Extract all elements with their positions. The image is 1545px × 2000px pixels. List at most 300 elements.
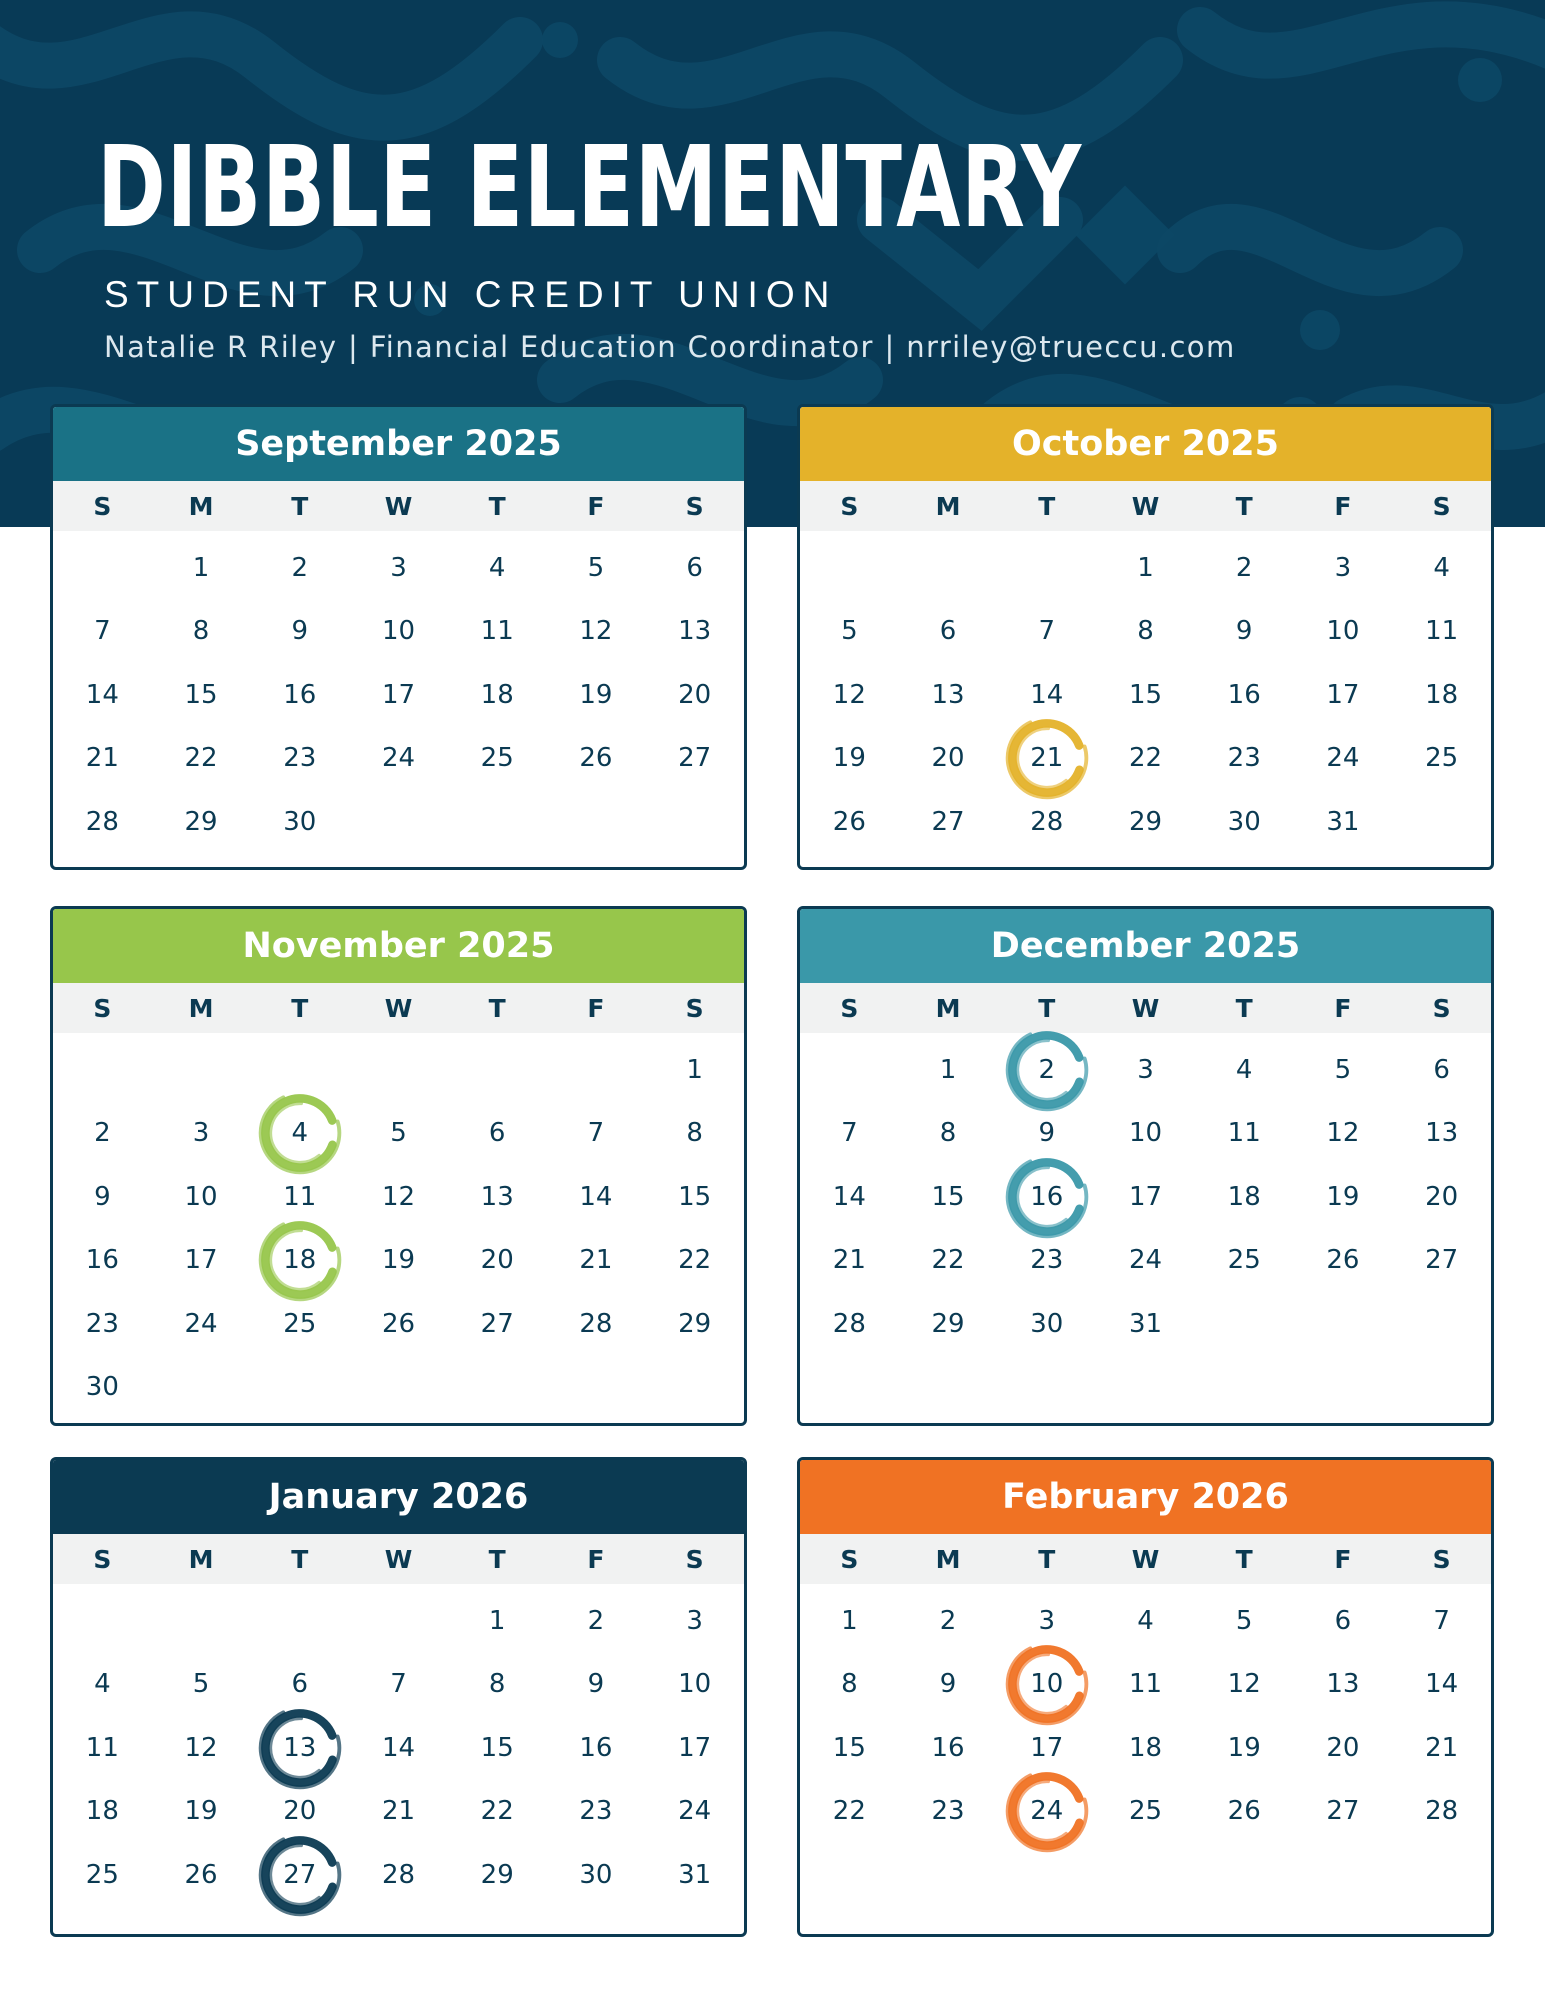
day-cell [349, 1653, 448, 1717]
day-cell [800, 1102, 899, 1166]
day-cell-highlighted [997, 1165, 1096, 1229]
day-number: 24 [678, 1796, 712, 1827]
day-cell [152, 1292, 251, 1356]
day-number: 5 [587, 552, 605, 583]
day-number: 20 [1425, 1181, 1459, 1212]
day-cell [1294, 600, 1393, 664]
day-number: 25 [85, 1859, 119, 1890]
day-number: 26 [184, 1859, 218, 1890]
day-number: 24 [1128, 1245, 1163, 1276]
day-cell [1195, 600, 1294, 664]
days-grid [800, 531, 1491, 854]
day-number: 12 [832, 679, 866, 710]
day-cell [349, 1165, 448, 1229]
day-cell [800, 1229, 899, 1293]
weekday-label: W [384, 993, 413, 1023]
day-cell [1392, 1165, 1491, 1229]
day-cell [1392, 1589, 1491, 1653]
day-cell [1096, 1165, 1195, 1229]
day-number: 27 [678, 743, 712, 774]
weekday-label: S [93, 1544, 112, 1574]
day-number: 14 [381, 1732, 416, 1763]
day-number: 30 [283, 806, 317, 837]
day-cell [1195, 1653, 1294, 1717]
weekday-label: T [1235, 491, 1253, 521]
day-number: 21 [1425, 1732, 1459, 1763]
day-cell [899, 663, 998, 727]
day-cell [800, 1589, 899, 1653]
day-number: 16 [1227, 679, 1261, 710]
day-cell [349, 1292, 448, 1356]
day-number: 14 [579, 1181, 613, 1212]
day-cell [1096, 663, 1195, 727]
day-cell [1294, 727, 1393, 791]
day-number: 1 [1137, 552, 1154, 583]
day-number: 16 [283, 679, 317, 710]
day-number: 21 [832, 1245, 866, 1276]
day-number: 24 [381, 743, 416, 774]
day-number: 26 [1227, 1796, 1261, 1827]
day-cell [645, 1038, 744, 1102]
day-number: 10 [1030, 1669, 1064, 1700]
day-number: 4 [1433, 552, 1450, 583]
empty-day-cell [800, 536, 899, 600]
day-number: 16 [85, 1245, 119, 1276]
day-cell [800, 727, 899, 791]
day-cell [448, 1589, 547, 1653]
day-cell [547, 1843, 646, 1907]
day-number: 9 [94, 1181, 111, 1212]
day-cell [899, 1102, 998, 1166]
day-cell [899, 1165, 998, 1229]
day-cell [250, 1653, 349, 1717]
day-number: 9 [587, 1669, 605, 1700]
day-number: 14 [1425, 1669, 1459, 1700]
day-number: 24 [1030, 1796, 1064, 1827]
day-number: 10 [678, 1669, 712, 1700]
day-cell [53, 1229, 152, 1293]
day-number: 23 [931, 1796, 965, 1827]
day-cell [547, 1292, 646, 1356]
days-grid [800, 1033, 1491, 1356]
day-cell [250, 1165, 349, 1229]
day-number: 2 [1038, 1054, 1056, 1085]
empty-day-cell [448, 1038, 547, 1102]
empty-day-cell [547, 1038, 646, 1102]
day-number: 3 [1038, 1605, 1056, 1636]
calendar-february-2026 [797, 1457, 1494, 1937]
weekday-label: T [488, 1544, 506, 1574]
day-cell-highlighted [250, 1843, 349, 1907]
day-cell [1096, 536, 1195, 600]
day-cell [1195, 1102, 1294, 1166]
day-number: 14 [832, 1181, 866, 1212]
day-cell [899, 1292, 998, 1356]
day-cell [1392, 1716, 1491, 1780]
page-title: DIBBLE ELEMENTARY [97, 123, 1082, 253]
days-grid [53, 531, 744, 854]
day-cell [1096, 1229, 1195, 1293]
day-cell [349, 1843, 448, 1907]
day-cell [448, 536, 547, 600]
day-number: 12 [1326, 1118, 1360, 1149]
day-cell [250, 1780, 349, 1844]
weekday-label: M [188, 1544, 214, 1574]
day-cell-highlighted [997, 1653, 1096, 1717]
day-number: 1 [841, 1605, 858, 1636]
day-number: 27 [1425, 1245, 1459, 1276]
day-cell [1195, 663, 1294, 727]
day-cell [53, 1843, 152, 1907]
day-cell [899, 727, 998, 791]
day-cell [1392, 727, 1491, 791]
day-cell [152, 1843, 251, 1907]
weekday-label: T [1038, 993, 1056, 1023]
calendar-title: September 2025 [53, 407, 744, 481]
day-cell [645, 727, 744, 791]
day-number: 8 [1137, 616, 1154, 647]
weekday-label: T [291, 993, 309, 1023]
day-cell [53, 727, 152, 791]
day-cell [547, 1716, 646, 1780]
day-cell [645, 663, 744, 727]
day-number: 7 [1433, 1605, 1450, 1636]
day-number: 28 [832, 1308, 866, 1339]
day-cell [349, 1229, 448, 1293]
day-number: 3 [1137, 1054, 1154, 1085]
day-cell [1096, 727, 1195, 791]
day-number: 19 [1227, 1732, 1261, 1763]
weekday-label: T [291, 1544, 309, 1574]
day-number: 13 [1425, 1118, 1459, 1149]
weekday-label: W [384, 491, 413, 521]
day-cell [1195, 1589, 1294, 1653]
day-cell [547, 1229, 646, 1293]
day-number: 9 [291, 616, 309, 647]
weekday-label: T [1235, 993, 1253, 1023]
day-cell [448, 1165, 547, 1229]
day-number: 9 [1038, 1118, 1056, 1149]
day-number: 30 [1030, 1308, 1064, 1339]
calendar-title: October 2025 [800, 407, 1491, 481]
day-number: 11 [85, 1732, 119, 1763]
weekday-label: T [1235, 1544, 1253, 1574]
weekday-label: S [93, 993, 112, 1023]
weekday-label: F [587, 1544, 605, 1574]
day-cell [250, 600, 349, 664]
day-cell [645, 1229, 744, 1293]
empty-day-cell [250, 1589, 349, 1653]
day-number: 16 [1030, 1181, 1064, 1212]
day-number: 7 [841, 1118, 858, 1149]
day-number: 28 [579, 1308, 613, 1339]
day-number: 28 [1030, 806, 1064, 837]
day-number: 7 [390, 1669, 407, 1700]
weekday-label: F [587, 491, 605, 521]
day-cell [1294, 1780, 1393, 1844]
day-number: 22 [184, 743, 218, 774]
day-cell [1096, 1716, 1195, 1780]
day-number: 19 [381, 1245, 416, 1276]
day-cell [800, 1292, 899, 1356]
day-cell [547, 1165, 646, 1229]
day-cell [349, 536, 448, 600]
weekday-label: S [685, 491, 704, 521]
day-cell [645, 536, 744, 600]
day-cell [53, 1356, 152, 1420]
day-number: 4 [488, 552, 506, 583]
day-cell [1096, 1102, 1195, 1166]
day-number: 25 [480, 743, 514, 774]
day-number: 2 [291, 552, 309, 583]
day-number: 6 [291, 1669, 309, 1700]
day-number: 18 [1227, 1181, 1261, 1212]
weekday-label: S [1432, 1544, 1451, 1574]
empty-day-cell [997, 536, 1096, 600]
day-cell [547, 663, 646, 727]
day-cell [250, 1292, 349, 1356]
day-number: 18 [283, 1245, 317, 1276]
weekday-label: S [685, 993, 704, 1023]
day-cell [800, 1653, 899, 1717]
day-number: 30 [85, 1372, 119, 1403]
day-number: 22 [832, 1796, 866, 1827]
day-number: 1 [686, 1054, 703, 1085]
day-cell [152, 663, 251, 727]
day-cell [1392, 1653, 1491, 1717]
day-number: 17 [678, 1732, 712, 1763]
day-cell [448, 1843, 547, 1907]
day-number: 6 [488, 1118, 506, 1149]
day-cell [899, 1716, 998, 1780]
weekday-row [800, 481, 1491, 531]
day-cell [349, 663, 448, 727]
day-number: 23 [1227, 743, 1261, 774]
calendar-october-2025 [797, 404, 1494, 870]
days-grid [53, 1033, 744, 1419]
day-cell [152, 1229, 251, 1293]
day-cell [1195, 1229, 1294, 1293]
day-cell [997, 1292, 1096, 1356]
day-number: 18 [85, 1796, 119, 1827]
day-number: 3 [192, 1118, 210, 1149]
day-cell [152, 1716, 251, 1780]
day-cell [997, 790, 1096, 854]
day-number: 2 [94, 1118, 111, 1149]
day-number: 6 [939, 616, 957, 647]
weekday-row [53, 1534, 744, 1584]
day-cell [1294, 1165, 1393, 1229]
day-cell [448, 1653, 547, 1717]
day-number: 4 [1137, 1605, 1154, 1636]
days-grid [800, 1584, 1491, 1843]
day-cell [349, 600, 448, 664]
day-number: 4 [291, 1118, 309, 1149]
weekday-label: S [93, 491, 112, 521]
day-cell [250, 727, 349, 791]
day-number: 20 [480, 1245, 514, 1276]
day-number: 6 [1334, 1605, 1352, 1636]
day-number: 20 [931, 743, 965, 774]
day-cell [547, 600, 646, 664]
day-cell [448, 1780, 547, 1844]
day-cell [152, 1102, 251, 1166]
day-cell [800, 600, 899, 664]
day-number: 15 [480, 1732, 514, 1763]
day-cell-highlighted [250, 1716, 349, 1780]
day-number: 12 [1227, 1669, 1261, 1700]
day-number: 9 [1235, 616, 1253, 647]
day-number: 16 [579, 1732, 613, 1763]
day-cell [1294, 1653, 1393, 1717]
day-cell [1195, 536, 1294, 600]
weekday-label: W [1131, 491, 1160, 521]
day-number: 13 [283, 1732, 317, 1763]
calendar-title: November 2025 [53, 909, 744, 983]
day-number: 7 [94, 616, 111, 647]
day-number: 15 [184, 679, 218, 710]
day-cell [448, 727, 547, 791]
weekday-label: M [935, 1544, 961, 1574]
day-number: 13 [480, 1181, 514, 1212]
day-cell [448, 663, 547, 727]
day-cell [53, 1292, 152, 1356]
day-cell [1392, 1780, 1491, 1844]
day-number: 10 [381, 616, 416, 647]
day-cell [152, 1653, 251, 1717]
day-cell [1096, 600, 1195, 664]
day-cell [1294, 1589, 1393, 1653]
weekday-label: S [1432, 491, 1451, 521]
day-number: 29 [1128, 806, 1163, 837]
day-number: 17 [381, 679, 416, 710]
day-number: 2 [587, 1605, 605, 1636]
weekday-label: M [935, 993, 961, 1023]
empty-day-cell [250, 1038, 349, 1102]
day-number: 29 [184, 806, 218, 837]
day-number: 27 [480, 1308, 514, 1339]
weekday-label: M [935, 491, 961, 521]
day-number: 4 [94, 1669, 111, 1700]
day-cell [997, 600, 1096, 664]
day-number: 23 [1030, 1245, 1064, 1276]
day-cell [53, 1165, 152, 1229]
empty-day-cell [349, 1038, 448, 1102]
day-number: 27 [283, 1859, 317, 1890]
weekday-row [53, 481, 744, 531]
day-number: 24 [184, 1308, 218, 1339]
day-cell [1392, 536, 1491, 600]
day-cell [1096, 1780, 1195, 1844]
day-cell [349, 1780, 448, 1844]
day-number: 10 [1128, 1118, 1163, 1149]
day-number: 21 [579, 1245, 613, 1276]
day-cell [645, 1653, 744, 1717]
day-cell [349, 1102, 448, 1166]
day-cell [997, 1229, 1096, 1293]
day-cell [1294, 1038, 1393, 1102]
day-number: 17 [1326, 679, 1360, 710]
day-cell [1294, 1102, 1393, 1166]
day-cell [899, 1780, 998, 1844]
day-number: 22 [1128, 743, 1163, 774]
day-number: 20 [283, 1796, 317, 1827]
empty-day-cell [53, 536, 152, 600]
day-number: 23 [579, 1796, 613, 1827]
weekday-label: F [1334, 491, 1352, 521]
day-cell [152, 1165, 251, 1229]
days-grid [53, 1584, 744, 1907]
day-number: 27 [931, 806, 965, 837]
calendar-september-2025 [50, 404, 747, 870]
day-cell [53, 663, 152, 727]
empty-day-cell [53, 1589, 152, 1653]
weekday-label: W [1131, 1544, 1160, 1574]
day-number: 30 [579, 1859, 613, 1890]
weekday-label: W [1131, 993, 1160, 1023]
day-number: 21 [1030, 743, 1064, 774]
day-cell [152, 790, 251, 854]
empty-day-cell [53, 1038, 152, 1102]
weekday-label: S [1432, 993, 1451, 1023]
day-cell [645, 1589, 744, 1653]
day-cell [899, 1653, 998, 1717]
day-cell [152, 727, 251, 791]
day-number: 15 [832, 1732, 866, 1763]
day-number: 28 [381, 1859, 416, 1890]
day-cell [547, 1780, 646, 1844]
page-subtitle: STUDENT RUN CREDIT UNION [104, 274, 838, 315]
day-cell [1096, 1653, 1195, 1717]
day-cell [800, 663, 899, 727]
day-cell [53, 1716, 152, 1780]
weekday-label: S [840, 491, 859, 521]
day-number: 8 [488, 1669, 506, 1700]
day-cell [800, 1716, 899, 1780]
day-cell [547, 727, 646, 791]
day-number: 1 [488, 1605, 506, 1636]
day-cell [997, 1716, 1096, 1780]
weekday-label: T [291, 491, 309, 521]
day-cell [250, 536, 349, 600]
weekday-label: S [840, 1544, 859, 1574]
day-cell [448, 1229, 547, 1293]
day-cell [1392, 663, 1491, 727]
day-number: 11 [1128, 1669, 1163, 1700]
day-cell-highlighted [997, 727, 1096, 791]
day-cell [997, 663, 1096, 727]
weekday-label: T [1038, 1544, 1056, 1574]
weekday-label: F [587, 993, 605, 1023]
day-number: 3 [1334, 552, 1352, 583]
weekday-row [53, 983, 744, 1033]
day-cell-highlighted [250, 1102, 349, 1166]
day-cell [349, 727, 448, 791]
day-number: 20 [678, 679, 712, 710]
day-number: 17 [1128, 1181, 1163, 1212]
day-cell [1294, 536, 1393, 600]
day-number: 19 [579, 679, 613, 710]
day-cell [1392, 1102, 1491, 1166]
day-number: 7 [1038, 616, 1056, 647]
weekday-row [800, 983, 1491, 1033]
day-number: 8 [192, 616, 210, 647]
day-cell [899, 600, 998, 664]
day-cell [1195, 1780, 1294, 1844]
day-cell [645, 600, 744, 664]
day-cell [1096, 1038, 1195, 1102]
weekday-label: M [188, 993, 214, 1023]
